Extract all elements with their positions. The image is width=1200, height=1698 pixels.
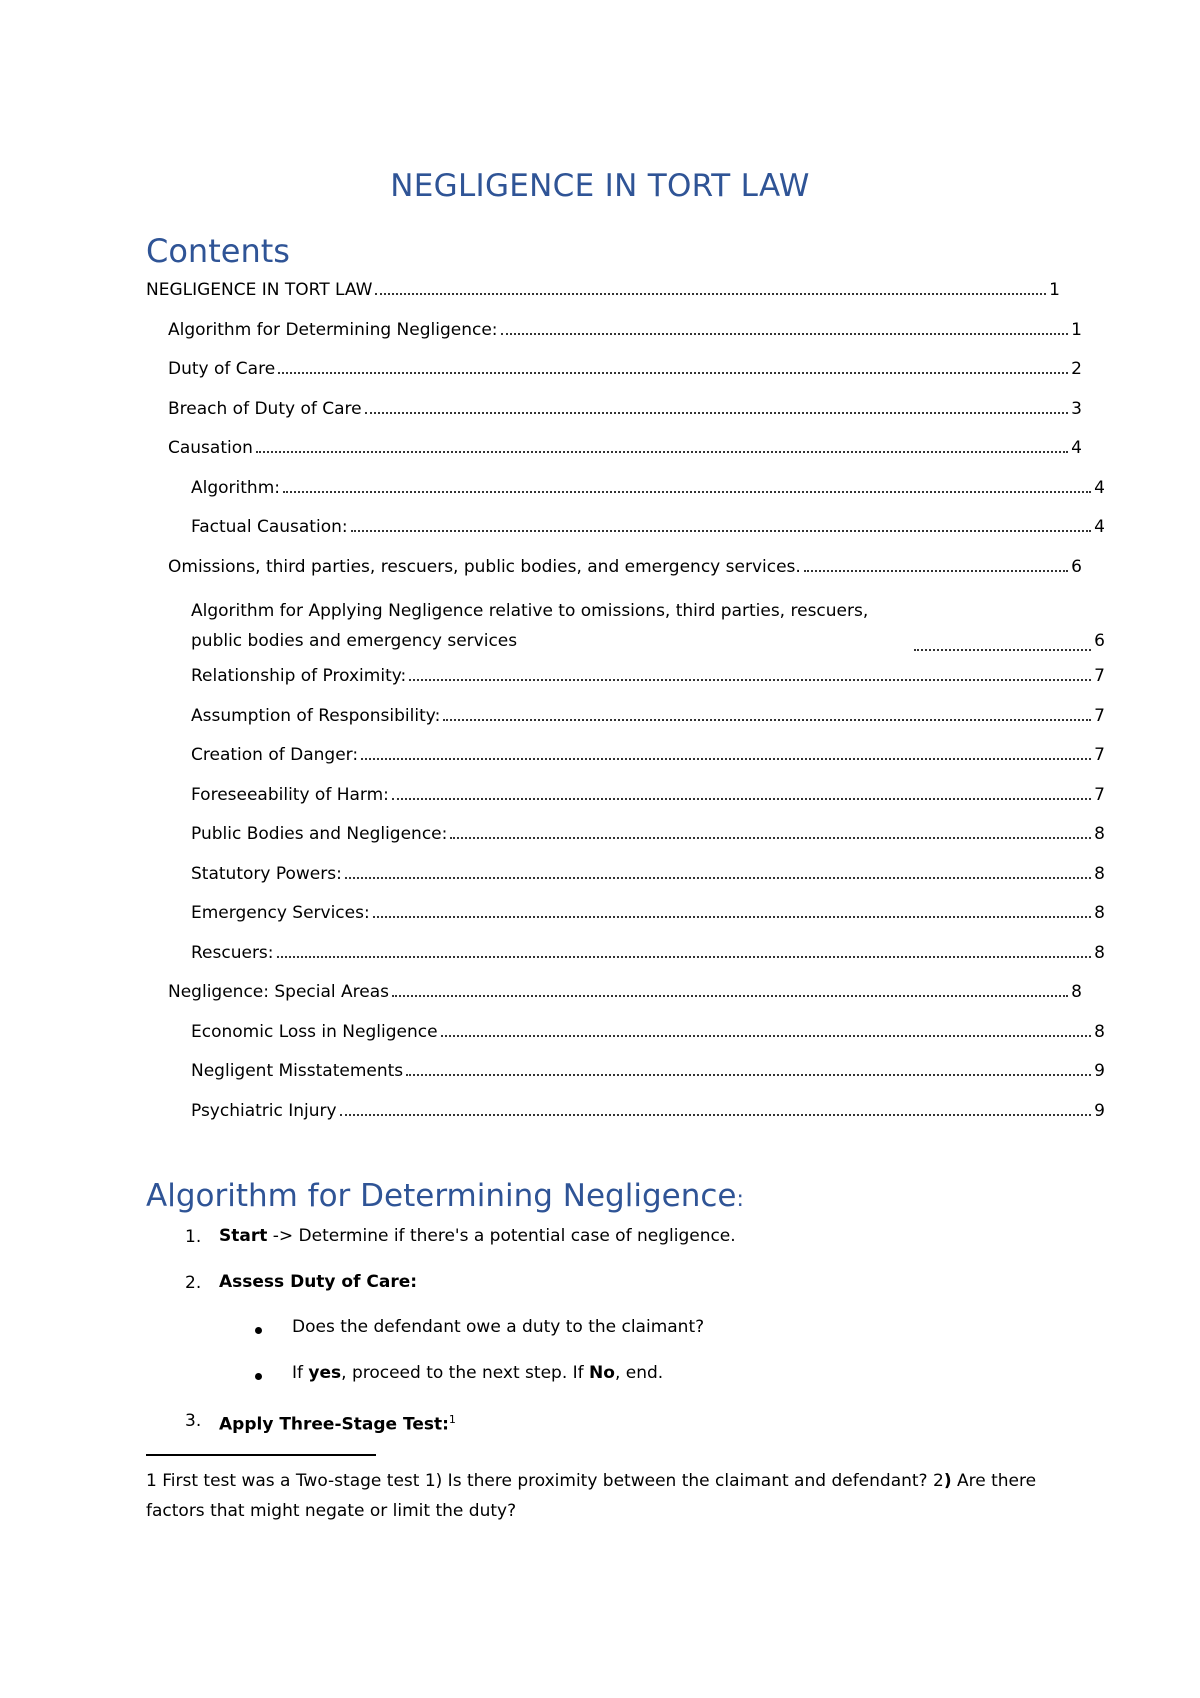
toc-leader: [351, 530, 1092, 532]
toc-entry[interactable]: [146, 399, 1082, 419]
toc-entry-page: 8: [1094, 943, 1105, 963]
toc-entry-label: Factual Causation:: [191, 517, 348, 537]
toc-leader: [365, 412, 1069, 414]
toc-entry-label: Economic Loss in Negligence: [191, 1022, 438, 1042]
toc-leader: [392, 995, 1068, 997]
toc-entry-page: 8: [1094, 864, 1105, 884]
toc-entry[interactable]: [146, 903, 1105, 923]
document-title: NEGLIGENCE IN TORT LAW: [390, 168, 810, 204]
bullet-text-part: If: [292, 1363, 309, 1383]
toc-entry-page: 2: [1071, 359, 1082, 379]
toc-entry[interactable]: [146, 864, 1105, 884]
toc-entry-page: 4: [1071, 438, 1082, 458]
toc-entry-label: Duty of Care: [168, 359, 276, 379]
bullet-icon: [255, 1373, 262, 1380]
toc-entry[interactable]: [146, 478, 1105, 498]
toc-leader: [409, 679, 1091, 681]
toc-entry-label: Creation of Danger:: [191, 745, 359, 765]
toc-heading: Contents: [146, 232, 290, 270]
toc-entry-label: Algorithm for Applying Negligence relative to omissions, third parties, rescuers, public bodies and emergency services: [191, 601, 869, 651]
toc-entry-page: 4: [1094, 478, 1105, 498]
list-item: [292, 1362, 663, 1384]
toc-entry-label: Emergency Services:: [191, 903, 370, 923]
footnote-text: 1 First test was a Two-stage test 1) Is there proximity between the claimant and defendant? 2: [146, 1471, 944, 1491]
toc-leader: [340, 1114, 1092, 1116]
toc-entry-label: Statutory Powers:: [191, 864, 342, 884]
toc-entry-page: 9: [1094, 1061, 1105, 1081]
toc-entry[interactable]: [146, 438, 1082, 458]
toc-entry-page: 7: [1094, 745, 1105, 765]
list-item: [219, 1225, 736, 1247]
toc-leader: [256, 451, 1068, 453]
toc-leader: [443, 719, 1091, 721]
toc-entry-page: 3: [1071, 399, 1082, 419]
toc-leader: [392, 798, 1091, 800]
toc-entry-page: 8: [1094, 903, 1105, 923]
toc-entry-label: Assumption of Responsibility:: [191, 706, 441, 726]
footnote-separator: [146, 1454, 376, 1456]
toc-entry[interactable]: [146, 745, 1105, 765]
bullet-bold-part: No: [589, 1363, 615, 1383]
toc-entry[interactable]: [146, 666, 1105, 686]
toc-entry-label: Algorithm:: [191, 478, 280, 498]
footnote-ref[interactable]: 1: [448, 1413, 456, 1426]
toc-entry[interactable]: [146, 982, 1082, 1002]
toc-entry-page: 7: [1094, 706, 1105, 726]
list-item-text: -> Determine if there's a potential case of negligence.: [267, 1226, 736, 1246]
toc-entry-page: 9: [1094, 1101, 1105, 1121]
footnote-text: Are there factors that might negate or limit the duty?: [146, 1471, 1037, 1521]
bullet-text-part: , proceed to the next step. If: [341, 1363, 590, 1383]
toc-entry-label: Negligent Misstatements: [191, 1061, 404, 1081]
toc-leader: [283, 491, 1091, 493]
toc-leader: [804, 570, 1068, 572]
list-item-bold: Start: [219, 1226, 268, 1246]
toc-entry-label: Breach of Duty of Care: [168, 399, 362, 419]
toc-entry[interactable]: [146, 517, 1105, 537]
bullet-bold-part: yes: [308, 1363, 342, 1383]
toc-entry-label: Relationship of Proximity:: [191, 666, 407, 686]
toc-entry-label: Psychiatric Injury: [191, 1101, 337, 1121]
toc-entry-page: 6: [1094, 631, 1105, 651]
toc-entry-label: Negligence: Special Areas: [168, 982, 390, 1002]
toc-entry-page: 6: [1071, 557, 1082, 577]
toc-entry[interactable]: [146, 557, 1082, 577]
toc-leader: [441, 1035, 1092, 1037]
toc-leader: [406, 1074, 1091, 1076]
toc-entry-page: 1: [1049, 280, 1060, 300]
toc-entry[interactable]: [146, 596, 1105, 656]
toc-entry-page: 8: [1094, 1022, 1105, 1042]
toc-entry[interactable]: [146, 280, 1060, 300]
toc-entry-page: 7: [1094, 785, 1105, 805]
list-number: 2.: [185, 1273, 202, 1293]
toc-entry-page: 7: [1094, 666, 1105, 686]
toc-entry[interactable]: [146, 320, 1082, 340]
toc-entry[interactable]: [146, 943, 1105, 963]
footnote: [146, 1466, 1046, 1526]
toc-leader: [373, 916, 1091, 918]
bullet-icon: [255, 1327, 262, 1334]
list-item-bold: Apply Three-Stage Test:: [219, 1414, 449, 1435]
toc-leader: [361, 758, 1091, 760]
list-item: [219, 1271, 417, 1293]
toc-entry-page: 1: [1071, 320, 1082, 340]
list-item-bold: Assess Duty of Care:: [219, 1272, 418, 1292]
toc-entry[interactable]: [146, 1101, 1105, 1121]
toc-entry-label: Rescuers:: [191, 943, 274, 963]
toc-leader: [277, 956, 1092, 958]
toc-entry-label: Foreseeability of Harm:: [191, 785, 389, 805]
list-number: 1.: [185, 1227, 202, 1247]
toc-entry[interactable]: [146, 706, 1105, 726]
section-heading: [146, 1178, 744, 1214]
toc-entry-label: Omissions, third parties, rescuers, public bodies, and emergency services.: [168, 557, 801, 577]
footnote-bold: ): [943, 1471, 952, 1491]
toc-entry-label: NEGLIGENCE IN TORT LAW: [146, 280, 373, 300]
toc-entry-label: Public Bodies and Negligence:: [191, 824, 448, 844]
list-item: Does the defendant owe a duty to the claimant?: [292, 1317, 705, 1337]
toc-entry[interactable]: [146, 785, 1105, 805]
toc-leader: [450, 837, 1091, 839]
toc-leader: [345, 877, 1091, 879]
toc-entry-label: Algorithm for Determining Negligence:: [168, 320, 498, 340]
section-heading-colon: :: [736, 1187, 744, 1212]
toc-entry-label: Causation: [168, 438, 253, 458]
toc-leader: [914, 649, 1091, 651]
list-item: [219, 1409, 456, 1436]
list-number: 3.: [185, 1411, 202, 1431]
section-heading-text: Algorithm for Determining Negligence: [146, 1178, 737, 1214]
toc-entry[interactable]: [146, 1022, 1105, 1042]
toc-leader: [278, 372, 1068, 374]
toc-entry-page: 4: [1094, 517, 1105, 537]
bullet-text-part: , end.: [614, 1363, 664, 1383]
toc-entry[interactable]: [146, 1061, 1105, 1081]
toc-entry-page: 8: [1094, 824, 1105, 844]
toc-leader: [375, 293, 1046, 295]
toc-entry-page: 8: [1071, 982, 1082, 1002]
toc-entry[interactable]: [146, 359, 1082, 379]
toc-leader: [501, 333, 1069, 335]
toc-entry[interactable]: [146, 824, 1105, 844]
